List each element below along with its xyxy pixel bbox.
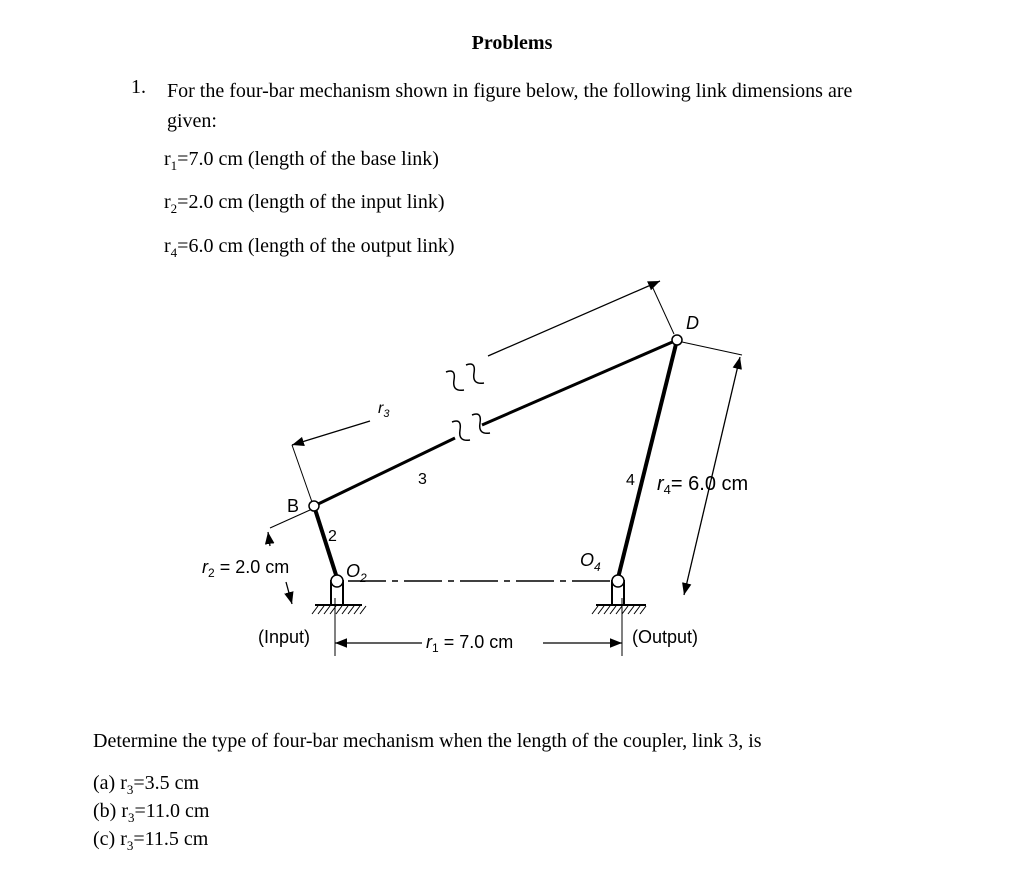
label-o2-sub: 2 (360, 571, 367, 585)
given-r1-sub: 1 (170, 158, 178, 173)
r3-extension-b (292, 445, 312, 502)
option-a-text: =3.5 cm (133, 772, 200, 794)
link-3-upper (482, 340, 677, 425)
label-link-4: 4 (626, 472, 635, 489)
given-r1-text: =7.0 cm (length of the base link) (177, 148, 439, 170)
label-o2-sym: O (346, 561, 361, 581)
option-c-label: (c) (93, 828, 116, 850)
question-number: 1. (131, 76, 146, 98)
label-o4-sub: 4 (594, 560, 601, 574)
label-r3-sub: 3 (383, 408, 390, 420)
r3-dimension-lower (292, 421, 370, 445)
label-link-2: 2 (328, 528, 337, 545)
label-r4-sym: r (657, 473, 664, 495)
label-o4-sym: O (580, 550, 595, 570)
label-r1-sym: r (426, 632, 432, 652)
label-d: D (686, 313, 699, 333)
label-r2-sym: r (202, 557, 208, 577)
r3-dim-break-b (466, 364, 484, 383)
option-b-label: (b) (93, 800, 117, 822)
given-r2-text: =2.0 cm (length of the input link) (177, 191, 445, 213)
r3-dimension-upper (488, 281, 660, 356)
page-title: Problems (471, 32, 553, 54)
label-b: B (287, 496, 300, 516)
given-r2-sub: 2 (170, 201, 178, 216)
link-4 (618, 340, 677, 578)
label-link-3: 3 (418, 471, 427, 488)
r3-dim-break-a (446, 371, 464, 390)
label-r3-sym: r (378, 400, 384, 417)
option-a-label: (a) (93, 772, 116, 794)
given-r2-sym: r (164, 191, 171, 213)
r4-extension-top (682, 342, 742, 355)
joint-b (309, 501, 319, 511)
given-r4-sym: r (164, 235, 171, 257)
option-b-text: =11.0 cm (134, 800, 210, 822)
r2-arrow-top (268, 532, 270, 546)
r3-extension-d (652, 286, 674, 334)
label-r4-sub: 4 (663, 482, 671, 497)
link-3-lower (314, 438, 455, 506)
label-r4-value: = 6.0 cm (670, 473, 749, 495)
label-output: (Output) (632, 627, 699, 647)
label-input: (Input) (258, 627, 311, 647)
label-r1-sub: 1 (432, 641, 439, 655)
joint-o2 (331, 575, 343, 587)
option-a-sym: r (120, 772, 127, 794)
question-line-1: For the four-bar mechanism shown in figure below, the following link dimensions are (167, 80, 853, 102)
joint-o4 (612, 575, 624, 587)
option-b-sym: r (121, 800, 128, 822)
label-r2-sub: 2 (208, 566, 215, 580)
r2-arrow-bottom (286, 582, 292, 604)
option-a-sub: 3 (126, 782, 134, 797)
label-r4 (657, 473, 748, 497)
option-c-sym: r (120, 828, 127, 850)
question-line-2: given: (167, 110, 217, 132)
option-c-sub: 3 (126, 838, 134, 853)
label-r1 (426, 632, 513, 655)
label-r1-value: = 7.0 cm (438, 632, 514, 652)
label-r3 (378, 400, 390, 420)
label-o4 (580, 550, 601, 574)
label-r2 (202, 557, 289, 580)
option-b-sub: 3 (128, 810, 135, 825)
determine-text: Determine the type of four-bar mechanism when the length of the coupler, link 3, is (93, 730, 762, 752)
joint-d (672, 335, 682, 345)
given-r4-sub: 4 (170, 245, 178, 260)
given-r1-sym: r (164, 148, 171, 170)
option-c-text: =11.5 cm (133, 828, 209, 850)
label-r2-value: = 2.0 cm (214, 557, 290, 577)
given-r4-text: =6.0 cm (length of the output link) (177, 235, 455, 257)
